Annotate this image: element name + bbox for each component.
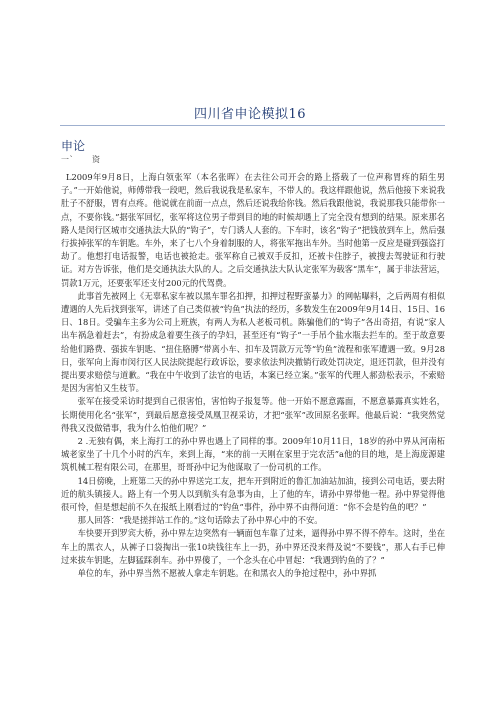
document-body bbox=[61, 171, 445, 707]
body-paragraph: 那人回答：“我是搓拌站工作的。”这句话除去了孙中界心中的不安。 bbox=[77, 515, 323, 526]
section-subheading bbox=[61, 154, 101, 165]
section-heading: 申论 bbox=[61, 139, 86, 153]
section-sub-label: 资 bbox=[92, 155, 101, 164]
document-title: 四川省申论模拟16 bbox=[193, 107, 307, 122]
body-paragraph: 张军在接受采访时提到自己很害怕，害怕钩子报复等。他一开始不愿意露面，不愿意暴露真实姓名，长期使用化名“张军”，到最后愿意接受凤凰卫视采访，才把“张军”改回原名张晖。他最后说：“我突然觉得我又没做错事，我为什么怕他们呢？” bbox=[61, 396, 445, 433]
section-sub-prefix: 一` bbox=[61, 155, 74, 164]
title-divider bbox=[60, 125, 445, 126]
body-paragraph: 14日傍晚，上班第二天的孙中界送完工友，把车开到附近的鲁汇加油站加油，接到公司电话，要去附近的航头镇接人。路上有一个男人以到航头有急事为由，上了他的车，请孙中界带他一程。孙中界觉得他很可怜，但是想起前不久在报纸上刚看过的“钓鱼”事件，孙中界不由得问道：“你不会是钓鱼的吧？” bbox=[61, 475, 445, 513]
body-paragraph: 车快要开到罗宾大桥，孙中界左边突然有一辆面包车靠了过来，逼得孙中界不得不停车。这时，坐在车上的黑衣人，从裤子口袋掏出一张10块钱往车上一扔，孙中界还没来得及说“不要钱”，那人右手已伸过来拔车钥匙，左脚猛踩刹车。孙中界傻了，一个念头在心中冒起：“我遇到钓鱼的了？” bbox=[61, 528, 445, 565]
body-paragraph: 此事首先被网上《无辜私家车被以黑车罪名扣押，扣押过程野蛮暴力》的网帖曝料，之后两周有相似遭遇的人先后找到张军，讲述了自己类似被“钓鱼”执法的经历，多数发生在2009年9月14日、15日、16日、18日。受骗车主多为公司上班族，有两人为私人老板司机。陈骗他们的“钩子”各出奇招，有说“家人出车祸急着赶去”，有扮成急着要生孩子的孕妇，甚至还有“钩子”一手吊个盐水瓶去拦车的。至于故意要给他们路费、强拔车钥匙、“扭住胳膊”带离小车、扣车及罚款万元等“钓鱼”流程和张军遭遇一致。9月28日，张军向上海市闵行区人民法院提起行政诉讼，要求依法判决撤销行政处罚决定，退还罚款，但并没有提出要求赔偿与道歉。“我在中午收到了法官的电话，本案已经立案。”张军的代理人郝劲松表示，不索赔是因为害怕又生枝节。 bbox=[61, 290, 445, 394]
body-paragraph: 2 .无独有偶，来上海打工的孙中界也遇上了同样的事。2009年10月11日，18岁的孙中界从河南柘城老家坐了十几个小时的汽车，来到上海，“来的前一天刚在家里于完农活”a他的目的地，是上海庞源建筑机械工程有限公司，在那里，哥哥孙中记为他谋取了一份司机的工作。 bbox=[61, 436, 445, 473]
body-paragraph: L2009年9月8日，上海白领张军（本名张晖）在去往公司开会的路上搭载了一位声称胃疼的陌生男子。”一开始他说，师傅带我一段吧，然后我说我是私家车，不带人的。我这样跟他说，然后他接下来说我肚子不舒服，胃有点疼。他说就在前面一点点，然后还说我给你钱。然后我跟他说，我说那我只能带你一点，不要你钱。”据张军回忆，张军将这位男子带到目的地的时候却遇上了完全没有想到的结果。原来那名路人是闵行区城市交通执法大队的“钩子”，专门诱人人套的。下车时，该名“钩子”把钱放到车上，然后强行拔掉张军的车钥匙。车外，来了七八个身着制服的人，将张军拖出车外。当时他第一反应是碰到强盗打劫了。他想打电话报警，电话也被抢走。张军称自己被双手反扣，还被卡住脖子，被搜去驾驶证和行驶证。对方告诉张，他们是交通执法大队的人。之后交通执法大队认定张军为载客“黑车”，属于非法营运，罚款1万元，还要张军还支付200元的代驾费。 bbox=[61, 172, 445, 288]
body-paragraph: 单位的车，孙中界当然不愿被人拿走车钥匙。在和黑衣人的争抢过程中，孙中界抓 bbox=[77, 568, 377, 579]
